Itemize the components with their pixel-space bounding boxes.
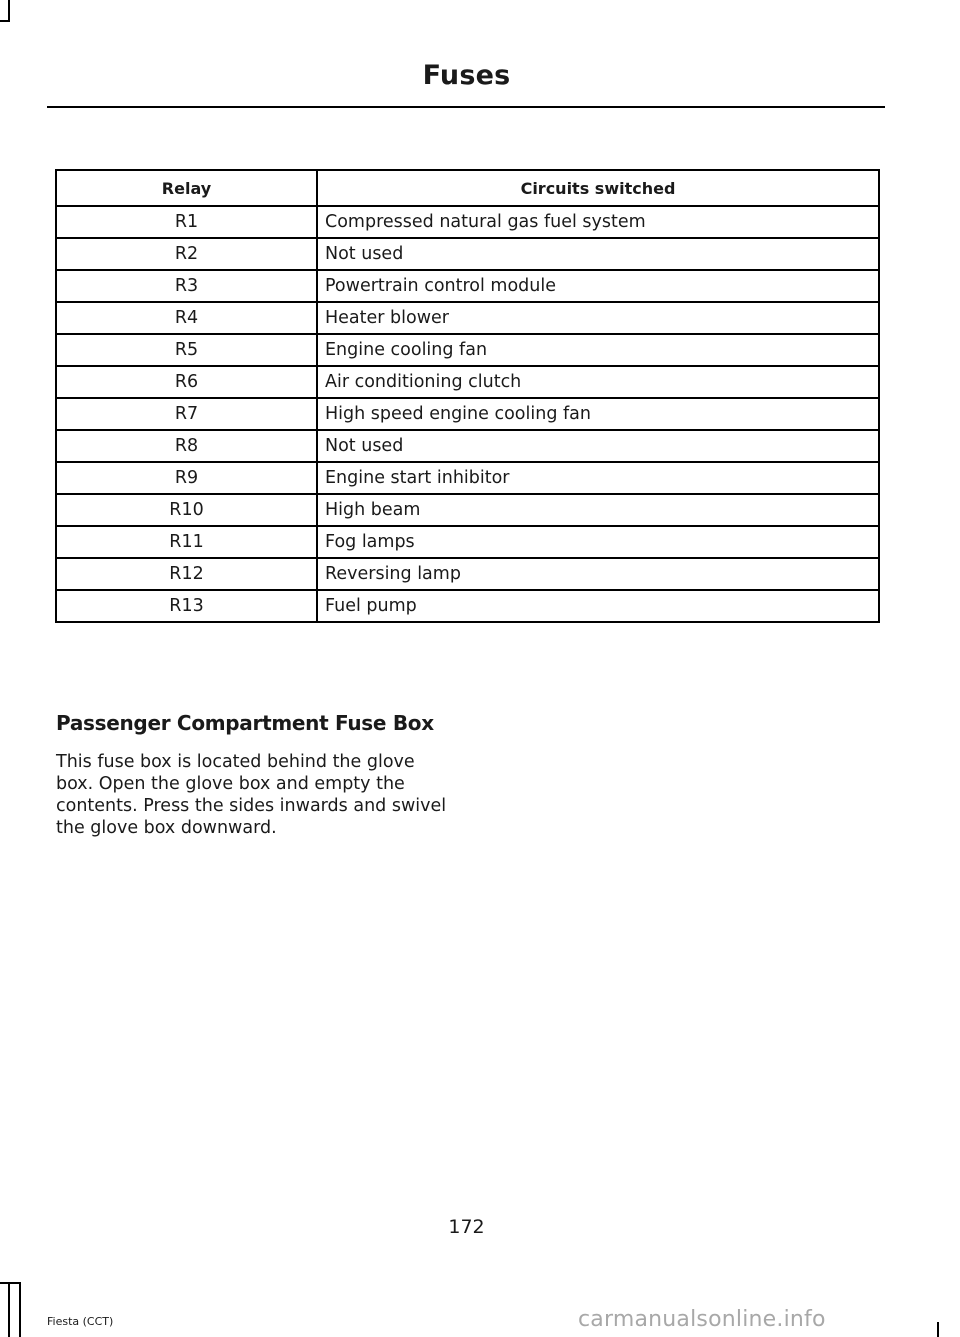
circuit-description: Not used [317, 238, 879, 270]
relay-id: R3 [56, 270, 317, 302]
section-heading: Passenger Compartment Fuse Box [56, 711, 434, 735]
relay-id: R2 [56, 238, 317, 270]
crop-mark [0, 20, 10, 22]
relay-id: R12 [56, 558, 317, 590]
title-divider [47, 106, 885, 108]
footer-model-label: Fiesta (CCT) [47, 1315, 114, 1328]
relay-table [55, 169, 880, 623]
relay-id: R6 [56, 366, 317, 398]
watermark: carmanualsonline.info [578, 1307, 826, 1332]
crop-mark [0, 1282, 20, 1284]
relay-id: R13 [56, 590, 317, 622]
page-title: Fuses [422, 60, 511, 91]
circuit-description: Engine start inhibitor [317, 462, 879, 494]
table-row [56, 366, 879, 398]
circuit-description: Engine cooling fan [317, 334, 879, 366]
circuit-description: Fog lamps [317, 526, 879, 558]
crop-mark [937, 1322, 939, 1337]
column-header-circuits: Circuits switched [317, 170, 879, 206]
circuit-description: Reversing lamp [317, 558, 879, 590]
table-row [56, 590, 879, 622]
table-row [56, 494, 879, 526]
column-header-relay: Relay [56, 170, 317, 206]
relay-id: R11 [56, 526, 317, 558]
crop-mark [19, 1282, 21, 1337]
table-row [56, 302, 879, 334]
table-row [56, 334, 879, 366]
table-header-row [56, 170, 879, 206]
circuit-description: High beam [317, 494, 879, 526]
relay-id: R10 [56, 494, 317, 526]
circuit-description: Fuel pump [317, 590, 879, 622]
table-row [56, 526, 879, 558]
circuit-description: Powertrain control module [317, 270, 879, 302]
table-row [56, 238, 879, 270]
relay-id: R1 [56, 206, 317, 238]
relay-id: R9 [56, 462, 317, 494]
table-row [56, 270, 879, 302]
crop-mark [8, 0, 10, 22]
circuit-description: Air conditioning clutch [317, 366, 879, 398]
table-row [56, 206, 879, 238]
relay-id: R5 [56, 334, 317, 366]
relay-id: R4 [56, 302, 317, 334]
circuit-description: Compressed natural gas fuel system [317, 206, 879, 238]
table-row [56, 430, 879, 462]
circuit-description: High speed engine cooling fan [317, 398, 879, 430]
circuit-description: Heater blower [317, 302, 879, 334]
circuit-description: Not used [317, 430, 879, 462]
relay-id: R8 [56, 430, 317, 462]
table-row [56, 398, 879, 430]
page-number: 172 [448, 1216, 485, 1238]
crop-mark [8, 1282, 10, 1337]
relay-id: R7 [56, 398, 317, 430]
section-body: This fuse box is located behind the glove box. Open the glove box and empty the contents. Press the sides inwards and swivel the glove box downward. [56, 752, 447, 838]
table-row [56, 462, 879, 494]
table-row [56, 558, 879, 590]
